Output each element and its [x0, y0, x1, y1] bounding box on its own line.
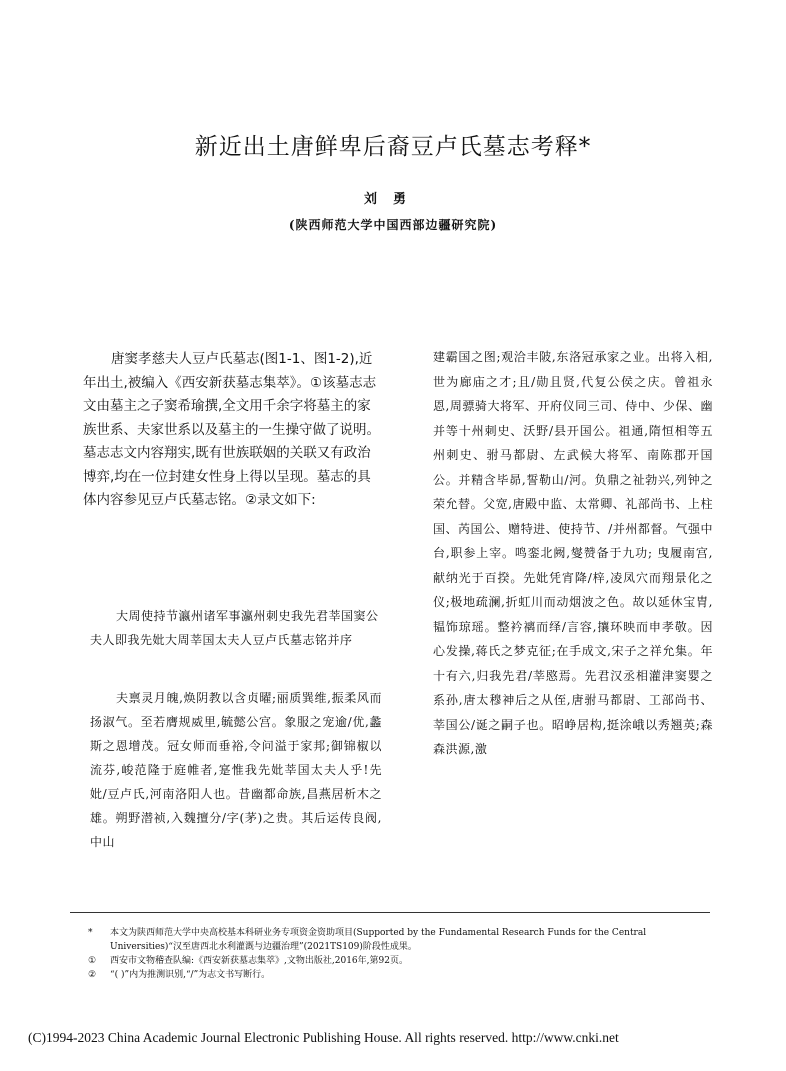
author-affiliation: (陕西师范大学中国西部边疆研究院): [288, 218, 498, 232]
footnote-item: [88, 968, 710, 982]
inscription-text-right: 建霸国之图;观洽丰陂,东洛冠承家之业。出将入相,世为廊庙之才;且/勋且贤,代复公侯之庆。曾祖永恩,周骠骑大将军、开府仪同三司、侍中、少保、幽并等十州刺史、沃野/县开国公。祖通,隋恒相等五州刺史、驸马都尉、左武候大将军、南陈郡开国公。并精含毕昴,誓勒山/河。负鼎之祉勃兴,列钟之荣允替。父宽,唐殿中监、太常卿、礼部尚书、上柱国、芮国公、赠特进、使持节、/并州都督。气强中台,职参上宰。鸣銮北阙,燮赞备于九功; 曳履南宫,献纳光于百揆。先妣凭宵降/梓,凌凤穴而翔景化之仪;极地疏澜,折虹川而动烟波之色。故以延休宝胄,韫饰琼瑶。整衿褵而绎/言容,攘环映而申孝敬。因心发操,蒋氏之梦克征;在手成文,宋子之祥允集。年十有六,归我先君/莘愍焉。先君汉丞相灌津窦婴之系孙,唐太穆神后之从侄,唐驸马都尉、工部尚书、莘国公/诞之嗣子也。昭峥居构,挺涂峨以秀翘英;森森洪源,激: [433, 350, 713, 756]
footnotes-list: [88, 926, 710, 982]
article-title: 新近出土唐鲜卑后裔豆卢氏墓志考释*: [194, 134, 592, 160]
footnote-item: [88, 954, 710, 968]
footnote-mark: ①: [88, 956, 97, 966]
footnote-text: 本文为陕西师范大学中央高校基本科研业务专项资金资助项目(Supported by the Fundamental Research Funds for the Central Universities)“汉至唐西北水利灌溉与边疆治理”(2021TS109)阶段性成果。: [110, 928, 647, 952]
footnote-mark: ②: [88, 970, 97, 980]
footnote-mark: *: [88, 928, 93, 938]
copyright-footer: (C)1994-2023 China Academic Journal Electronic Publishing House. All rights reserved. http://www.cnki.net: [28, 1030, 619, 1045]
footnote-text: 西安市文物稽查队编:《西安新获墓志集萃》,文物出版社,2016年,第92页。: [110, 956, 408, 966]
intro-paragraph: 唐窦孝慈夫人豆卢氏墓志(图1-1、图1-2),近年出土,被编入《西安新获墓志集萃》。①该墓志志文由墓主之子窦希瑜撰,全文用千余字将墓主的家族世系、夫家世系以及墓主的一生操守做了说明。墓志志文内容翔实,既有世族联姻的关联又有政治博弈,均在一位封建女性身上得以呈现。墓志的具体内容参见豆卢氏墓志铭。②录文如下:: [83, 351, 380, 508]
author-name: 刘勇: [363, 192, 422, 207]
footnote-divider: [70, 912, 710, 913]
inscription-text-left: 夫禀灵月魄,焕阴教以含贞曜;丽质巽维,振柔风而扬淑气。至若膺规威里,毓懿公宫。象服之宠逾/优,蠡斯之恩增茂。冠女师而垂裕,令问溢于家邦;御锦椒以流芬,峻范隆于庭帷者,寔惟我先妣莘国太夫人乎!先妣/豆卢氏,河南洛阳人也。昔幽都命族,昌燕居析木之雄。朔野潜祯,入魏擅分/字(茅)之贵。其后运传良阀,中山: [90, 691, 382, 849]
footnote-text: “( )”内为推测识别,“/”为志文书写断行。: [110, 970, 271, 980]
inscription-title: 大周使持节瀛州诸军事瀛州刺史我先君莘国窦公夫人即我先妣大周莘国太夫人豆卢氏墓志铭并序: [90, 609, 379, 647]
footnote-item: [88, 926, 710, 954]
